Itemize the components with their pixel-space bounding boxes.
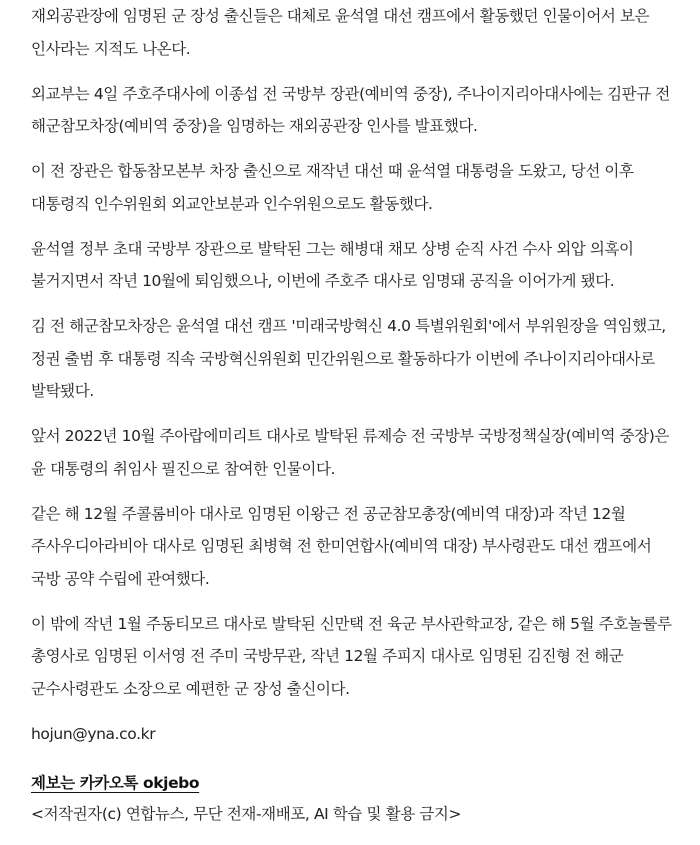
article-paragraph: 외교부는 4일 주호주대사에 이종섭 전 국방부 장관(예비역 중장), 주나이지리아대사에는 김판규 전 해군참모차장(예비역 중장)을 임명하는 재외공관장 인사를 발표했다. [31, 84, 670, 135]
article-paragraph: 재외공관장에 임명된 군 장성 출신들은 대체로 윤석열 대선 캠프에서 활동했던 인물이어서 보은 인사라는 지적도 나온다. [31, 7, 650, 58]
article-paragraph: 이 전 장관은 합동참모본부 차장 출신으로 재작년 대선 때 윤석열 대통령을 도왔고, 당선 이후 대통령직 인수위원회 외교안보분과 인수위원으로도 활동했다. [31, 162, 634, 213]
kakaotalk-tip-link[interactable]: 제보는 카카오톡 okjebo [31, 773, 200, 792]
article-paragraph: 같은 해 12월 주콜롬비아 대사로 임명된 이왕근 전 공군참모총장(예비역 대장)과 작년 12월 주사우디아라비아 대사로 임명된 최병혁 전 한미연합사(예비역 대장) 부사령관도 대선 캠프에서 국방 공약 수립에 관여했다. [31, 504, 652, 588]
article-paragraph: 김 전 해군참모차장은 윤석열 대선 캠프 '미래국방혁신 4.0 특별위원회'에서 부위원장을 역임했고, 정권 출범 후 대통령 직속 국방혁신위원회 민간위원으로 활동하다가 이번에 주나이지리아대사로 발탁됐다. [31, 317, 666, 400]
copyright-notice: <저작권자(c) 연합뉴스, 무단 전재-재배포, AI 학습 및 활용 금지> [31, 805, 462, 823]
reporter-email: hojun@yna.co.kr [31, 724, 156, 743]
article-paragraph: 윤석열 정부 초대 국방부 장관으로 발탁된 그는 해병대 채모 상병 순직 사건 수사 외압 의혹이 불거지면서 작년 10월에 퇴임했으나, 이번에 주호주 대사로 임명돼 공직을 이어가게 됐다. [31, 239, 634, 290]
article-body [31, 0, 681, 829]
article-paragraph: 이 밖에 작년 1월 주동티모르 대사로 발탁된 신만택 전 육군 부사관학교장, 같은 해 5월 주호놀룰루 총영사로 임명된 이서영 전 주미 국방무관, 작년 12월 주피지 대사로 임명된 김진형 전 해군 군수사령관도 소장으로 예편한 군 장성 출신이다. [31, 614, 672, 698]
article-paragraph: 앞서 2022년 10월 주아랍에미리트 대사로 발탁된 류제승 전 국방부 국방정책실장(예비역 중장)은 윤 대통령의 취임사 필진으로 참여한 인물이다. [31, 427, 669, 478]
